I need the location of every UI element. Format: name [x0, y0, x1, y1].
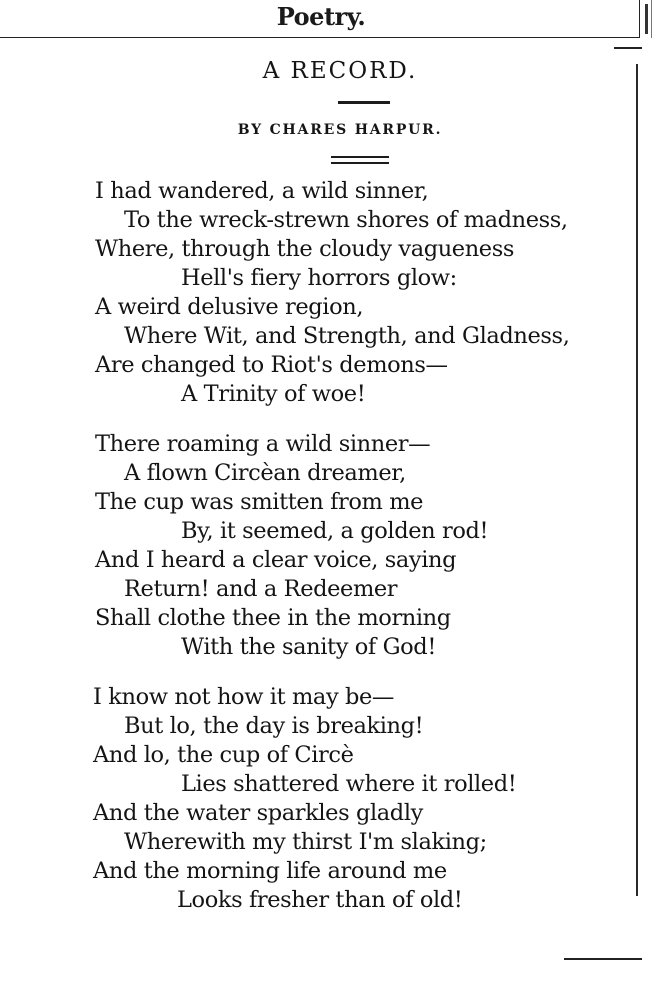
poem-line: To the wreck-strewn shores of madness,: [124, 207, 568, 233]
section-header: [0, 0, 640, 38]
poem-line: Where Wit, and Strength, and Gladness,: [124, 323, 570, 349]
poem-title: A RECORD.: [262, 58, 418, 84]
poem-line: Are changed to Riot's demons—: [95, 352, 448, 378]
poem-line: A weird delusive region,: [95, 294, 364, 320]
poem-line: And the morning life around me: [93, 858, 447, 884]
poem-line: A Trinity of woe!: [181, 381, 366, 407]
poem-line: But lo, the day is breaking!: [124, 713, 424, 739]
poem-line: And I heard a clear voice, saying: [95, 547, 457, 573]
poem-line: Wherewith my thirst I'm slaking;: [124, 829, 487, 855]
poem-line: Shall clothe thee in the morning: [95, 605, 451, 631]
column-bottom-rule: [564, 958, 642, 960]
poem-line: With the sanity of God!: [181, 634, 436, 660]
poem-line: Where, through the cloudy vagueness: [95, 236, 515, 262]
poem-line: I had wandered, a wild sinner,: [95, 178, 429, 204]
poem-line: Lies shattered where it rolled!: [181, 771, 517, 797]
poem-line: And lo, the cup of Circè: [93, 742, 354, 768]
poem-line: Looks fresher than of old!: [177, 887, 463, 913]
section-title: Poetry.: [276, 2, 366, 31]
byline-double-rule-bottom: [331, 162, 389, 164]
poem-byline: BY CHARES HARPUR.: [237, 122, 443, 138]
poem-line: Return! and a Redeemer: [124, 576, 398, 602]
column-divider: [636, 64, 638, 896]
byline-double-rule-top: [331, 156, 389, 158]
poem-line: By, it seemed, a golden rod!: [181, 518, 489, 544]
page-edge-mark: [645, 4, 648, 34]
poem-line: There roaming a wild sinner—: [95, 431, 431, 457]
title-divider: [338, 101, 390, 104]
poem-line: And the water sparkles gladly: [93, 800, 423, 826]
poem-line: A flown Circèan dreamer,: [124, 460, 406, 486]
poem-line: Hell's fiery horrors glow:: [181, 265, 457, 291]
page-edge-line: [651, 0, 652, 38]
poem-line: I know not how it may be—: [93, 684, 395, 710]
column-top-rule: [614, 47, 642, 49]
poem-line: The cup was smitten from me: [95, 489, 424, 515]
